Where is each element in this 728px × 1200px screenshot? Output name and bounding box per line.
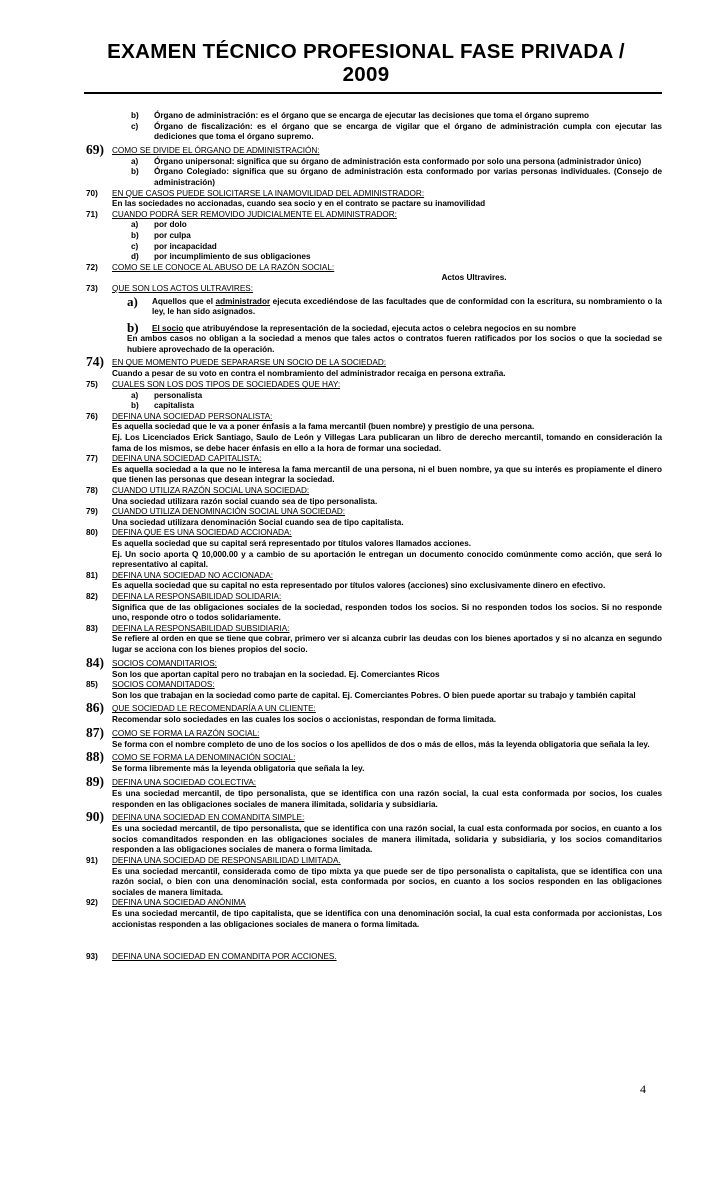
question-88: 88) COMO SE FORMA LA DENOMINACIÓN SOCIAL: — [86, 749, 296, 765]
page-title: EXAMEN TÉCNICO PROFESIONAL FASE PRIVADA / 2009 — [107, 40, 625, 86]
answer-80: Es aquella sociedad que su capital será representado por títulos valores llamados acciones. — [112, 538, 472, 548]
list-item: b) Órgano Colegiado: significa que su órgano de administración esta conformado por varias personas individuales. (Consejo de administración) — [131, 167, 662, 187]
question-75: 75) CUALES SON LOS DOS TIPOS DE SOCIEDADES QUE HAY: — [86, 380, 341, 390]
list-item: c) por incapacidad — [131, 241, 217, 251]
list-item: c) Órgano de fiscalización: es el órgano que se encarga de vigilar que el órgano de administración cumpla con ejecutar las dediciones que toma el órgano supremo. — [131, 121, 662, 142]
question-72: 72) COMO SE LE CONOCE AL ABUSO DE LA RAZÓN SOCIAL: — [86, 262, 335, 272]
question-79: 79) CUANDO UTILIZA DENOMINACIÓN SOCIAL UNA SOCIEDAD: — [86, 507, 346, 517]
question-76: 76) DEFINA UNA SOCIEDAD PERSONALISTA: — [86, 411, 273, 421]
list-item: a) personalista — [131, 390, 203, 400]
answer-70: En las sociedades no accionadas, cuando sea socio y en el contrato se pactare su inamovilidad — [112, 199, 486, 209]
question-77: 77) DEFINA UNA SOCIEDAD CAPITALISTA: — [86, 454, 262, 464]
list-item: a) por dolo — [131, 220, 187, 230]
note-73: En ambos casos no obligan a la sociedad a menos que tales actos o contratos fueren ratificados por los socios o que la sociedad se hubiere aprovechado de la operación. — [127, 334, 662, 354]
question-87: 87) COMO SE FORMA LA RAZÓN SOCIAL: — [86, 724, 260, 740]
answer-85: Son los que trabajan en la sociedad como parte de capital. Ej. Comerciantes Pobres. O bien puede aportar su trabajo y también capital — [112, 690, 636, 700]
answer-92: Es una sociedad mercantil, de tipo capitalista, que se identifica con una denominación social, la cual esta conformada por accionistas, Los accionistas responden a las obligaciones sociales de manera o forma limitada. — [112, 909, 662, 929]
answer-76-example: Ej. Los Licenciados Erick Santiago, Saulo de León y Villegas Lara publicaran un libro de derecho mercantil, tomando en consideración la fama de los mismos, se debe hacer énfasis en ello a la hora de formar una sociedad. — [112, 433, 662, 453]
answer-83: Se refiere al orden en que se tiene que cobrar, primero ver si alcanza cubrir las deudas con los bienes aportados y si no alcanza en segundo lugar se acciona con los bienes propios del socio. — [112, 634, 662, 654]
answer-81: Es aquella sociedad que su capital no esta representado por títulos valores (acciones) sino exclusivamente dinero en efectivo. — [112, 581, 606, 591]
answer-87: Se forma con el nombre completo de uno de los socios o los apellidos de dos o más de ellos, más la leyenda obligatoria que señala la ley. — [112, 739, 650, 749]
list-item: b) por culpa — [131, 230, 191, 240]
question-92: 92) DEFINA UNA SOCIEDAD ANÓNIMA — [86, 898, 246, 908]
question-69: 69) COMO SE DIVIDE EL ÓRGANO DE ADMINISTRACIÓN: — [86, 141, 320, 157]
question-86: 86) QUE SOCIEDAD LE RECOMENDARÍA A UN CLIENTE: — [86, 700, 316, 716]
answer-77: Es aquella sociedad a la que no le interesa la fama mercantil de una persona, ni el buen nombre, ya que su interés es propiamente el dinero que tienen las personas que desean integrar la sociedad. — [112, 464, 662, 485]
answer-88: Se forma libremente más la leyenda obligatoria que señala la ley. — [112, 764, 365, 774]
answer-82: Significa que de las obligaciones sociales de la sociedad, responden todos los socios. Si no responden todos los socios. Si no responde uno, responde otro o todos solidariamente. — [112, 602, 662, 623]
question-70: 70) EN QUE CASOS PUEDE SOLICITARSE LA INAMOVILIDAD DEL ADMINISTRADOR: — [86, 188, 425, 198]
answer-78: Una sociedad utilizara razón social cuando sea de tipo personalista. — [112, 496, 378, 506]
document-body — [86, 111, 662, 963]
answer-74: Cuando a pesar de su voto en contra el nombramiento del administrador recaiga en persona extraña. — [112, 369, 506, 379]
question-81: 81) DEFINA UNA SOCIEDAD NO ACCIONADA: — [86, 570, 274, 580]
question-93: 93) DEFINA UNA SOCIEDAD EN COMANDITA POR ACCIONES. — [86, 952, 337, 962]
question-85: 85) SOCIOS COMANDITADOS: — [86, 680, 215, 690]
list-item: d) por incumplimiento de sus obligaciones — [131, 252, 311, 262]
answer-91: Es una sociedad mercantil, considerada como de tipo mixta ya que puede ser de tipo personalista o capitalista, que se identifica con una razón social, o bien con una denominación social, esta conformada por socios, en cuanto a los socios responden en las obligaciones sociales de manera limitada. — [112, 866, 662, 897]
question-78: 78) CUANDO UTILIZA RAZÓN SOCIAL UNA SOCIEDAD: — [86, 486, 310, 495]
answer-90: Es una sociedad mercantil, de tipo personalista, que se identifica con una razón social, la cual esta conformada por socios, en cuanto a los socios comanditados responden en las obligaciones sociales de manera ilimitada, solidaria y subsidiaria, y los socios comanditarios responden a las obligaciones sociales de manera o forma limitada. — [112, 824, 662, 855]
question-90: 90) DEFINA UNA SOCIEDAD EN COMANDITA SIMPLE: — [86, 809, 305, 825]
list-item: a) Aquellos que el administrador ejecuta excediéndose de las facultades que de conformidad con la escritura, su nombramiento o la ley, le han sido asignados. — [127, 293, 662, 317]
question-89: 89) DEFINA UNA SOCIEDAD COLECTIVA: — [86, 774, 257, 790]
question-82: 82) DEFINA LA RESPONSABILIDAD SOLIDARIA: — [86, 591, 282, 601]
page-number: 4 — [640, 1082, 646, 1096]
title-divider — [84, 92, 662, 94]
answer-86: Recomendar solo sociedades en las cuales los socios o accionistas, respondan de forma limitada. — [112, 715, 497, 725]
question-84: 84) SOCIOS COMANDITARIOS: — [86, 654, 217, 670]
question-83: 83) DEFINA LA RESPONSABILIDAD SUBSIDIARIA: — [86, 623, 290, 633]
answer-80-example: Ej. Un socio aporta Q 10,000.00 y a cambio de su aportación le entregan un documento conocido comúnmente como acción, que será lo representativo al capital. — [112, 549, 662, 570]
list-item: b) Órgano de administración: es el órgano que se encarga de ejecutar las decisiones que toma el órgano supremo — [131, 111, 589, 120]
answer-72: Actos Ultravires. — [441, 273, 507, 283]
answer-76: Es aquella sociedad que le va a poner énfasis a la fama mercantil (buen nombre) y prestigio de una persona. — [112, 422, 535, 432]
link-el-socio: El socio — [152, 323, 184, 333]
question-71: 71) CUANDO PODRÁ SER REMOVIDO JUDICIALMENTE EL ADMINISTRADOR: — [86, 209, 397, 219]
list-item: a) Órgano unipersonal: significa que su órgano de administración esta conformado por solo una persona (administrador único) — [131, 156, 642, 166]
answer-89: Es una sociedad mercantil, de tipo personalista, que se identifica con una razón social, la cual esta conformada por socios, los cuales responden en las obligaciones sociales de manera ilimitada, solidaria y subsidiaria. — [112, 789, 662, 809]
answer-79: Una sociedad utilizara denominación Social cuando sea de tipo capitalista. — [112, 517, 404, 527]
question-74: 74) EN QUE MOMENTO PUEDE SEPARARSE UN SOCIO DE LA SOCIEDAD: — [86, 354, 387, 370]
list-item: b) capitalista — [131, 401, 195, 411]
question-73: 73) QUE SON LOS ACTOS ULTRAVIRES: — [86, 283, 254, 293]
link-administrador: administrador — [215, 296, 271, 306]
list-item: b) El socio que atribuyéndose la representación de la sociedad, ejecuta actos o celebra negocios en su nombre — [127, 319, 577, 335]
question-80: 80) DEFINA QUE ES UNA SOCIEDAD ACCIONADA: — [86, 528, 292, 538]
answer-84: Son los que aportan capital pero no trabajan en la sociedad. Ej. Comerciantes Ricos — [112, 669, 440, 679]
question-91: 91) DEFINA UNA SOCIEDAD DE RESPONSABILIDAD LIMITADA. — [86, 856, 341, 866]
